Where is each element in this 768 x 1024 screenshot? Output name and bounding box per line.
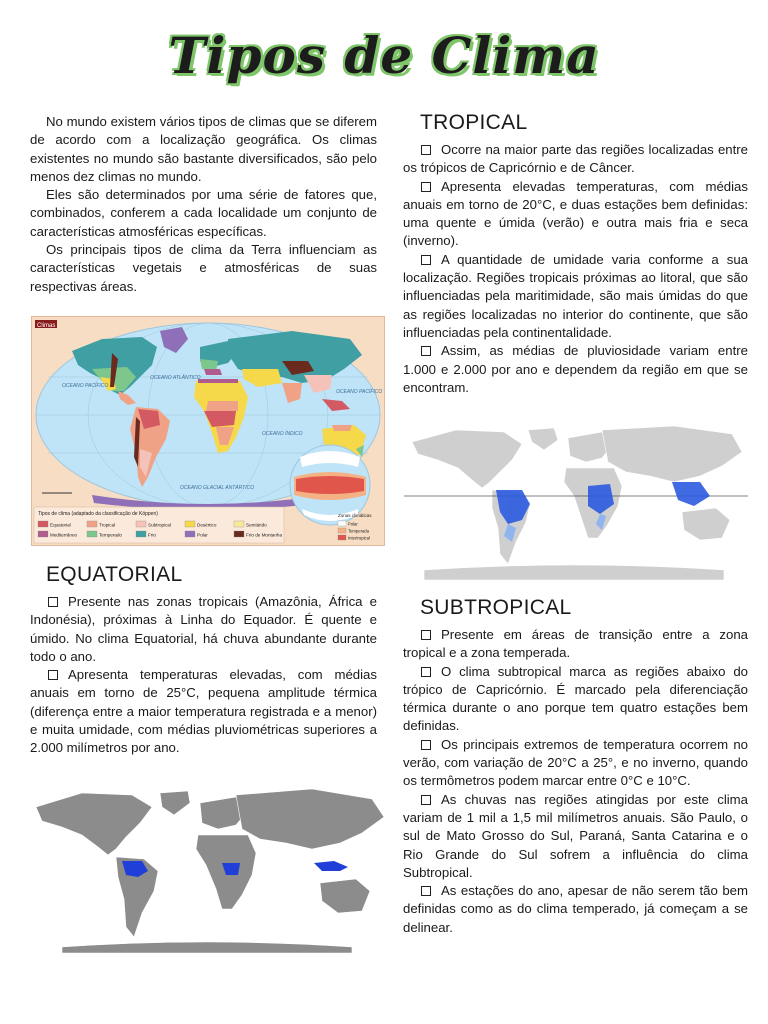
checkbox-bullet-icon bbox=[421, 667, 431, 677]
checkbox-bullet-icon bbox=[421, 255, 431, 265]
legend-label: Subtropical bbox=[148, 522, 171, 528]
subtropical-heading: SUBTROPICAL bbox=[420, 596, 572, 619]
legend-swatch bbox=[136, 521, 146, 527]
checkbox-bullet-icon bbox=[421, 795, 431, 805]
zone-swatch bbox=[338, 528, 346, 533]
checkbox-bullet-icon bbox=[421, 886, 431, 896]
equatorial-bullet: Presente nas zonas tropicais (Amazônia, África e Indonésia), próximas à Linha do Equador. É quente e úmido. No clima Equatorial, há chuva abundante durante todo o ano. bbox=[30, 594, 377, 664]
tropical-bullet: A quantidade de umidade varia conforme a sua localização. Regiões tropicais próximas ao litoral, que são influenciadas pela maritimidade, são mais úmidas do que as regiões localizadas no interior do continente, que são influenciadas pela continentalidade. bbox=[403, 251, 748, 340]
legend-title: Tipos de clima (adaptado da classificação de Köppen) bbox=[38, 511, 158, 517]
legend-swatch bbox=[185, 531, 195, 537]
equatorial-bullet: Apresenta temperaturas elevadas, com médias anuais em torno de 25°C, pequena amplitude térmica (diferença entre a maior temperatura registrada e a menor) e muita umidade, com médias pluviométricas superiores a 2.000 milímetros por ano. bbox=[30, 667, 377, 756]
zone-label: Polar bbox=[348, 521, 358, 527]
tropical-text bbox=[403, 141, 748, 397]
map-header: Climas bbox=[37, 323, 56, 329]
checkbox-bullet-icon bbox=[48, 597, 58, 607]
legend-label: Desértico bbox=[197, 522, 217, 528]
subtropical-bullet: Presente em áreas de transição entre a zona tropical e a zona temperada. bbox=[403, 627, 748, 661]
legend-swatch bbox=[38, 531, 48, 537]
legend-swatch bbox=[136, 531, 146, 537]
subtropical-bullet: O clima subtropical marca as regiões abaixo do trópico de Capricórnio. É marcado pela diferenciação térmica durante o ano porque tem quatro estações bem definidas. bbox=[403, 663, 748, 734]
tropical-bullet: Ocorre na maior parte das regiões localizadas entre os trópicos de Capricórnio e de Câncer. bbox=[403, 142, 748, 176]
legend-label: Temperado bbox=[99, 532, 122, 538]
legend-label: Mediterrâneo bbox=[50, 532, 78, 538]
koppen-climate-map bbox=[31, 316, 385, 546]
legend-label: Polar bbox=[197, 532, 208, 538]
equatorial-heading: EQUATORIAL bbox=[46, 563, 183, 586]
intro-paragraph: Os principais tipos de clima da Terra influenciam as características vegetais e atmosféricas de suas respectivas áreas. bbox=[30, 242, 377, 294]
equatorial-text bbox=[30, 593, 377, 758]
checkbox-bullet-icon bbox=[421, 630, 431, 640]
checkbox-bullet-icon bbox=[421, 346, 431, 356]
legend-swatch bbox=[87, 521, 97, 527]
legend-swatch bbox=[234, 531, 244, 537]
checkbox-bullet-icon bbox=[48, 670, 58, 680]
tropical-bullet: Assim, as médias de pluviosidade variam entre 1.000 e 2.000 por ano e dependem da região em que se encontram. bbox=[403, 343, 748, 395]
ocean-label: OCEANO PACÍFICO bbox=[62, 383, 109, 389]
zone-label: Intertropical bbox=[348, 535, 370, 541]
intro-text bbox=[30, 113, 377, 296]
zones-title: Zonas climáticas bbox=[338, 513, 372, 518]
ocean-label: OCEANO GLACIAL ANTÁRTICO bbox=[180, 485, 255, 491]
subtropical-bullet: As estações do ano, apesar de não serem tão bem definidas como as do clima temperado, já começam a se delinear. bbox=[403, 883, 748, 935]
ocean-label: OCEANO PACÍFICO bbox=[336, 389, 383, 395]
ocean-label: OCEANO ÍNDICO bbox=[262, 431, 303, 437]
legend-label: Tropical bbox=[99, 522, 116, 528]
checkbox-bullet-icon bbox=[421, 182, 431, 192]
legend-swatch bbox=[87, 531, 97, 537]
intro-paragraph: Eles são determinados por uma série de fatores que, combinados, conferem a cada localidade um conjunto de características atmosféricas específicas. bbox=[30, 187, 377, 239]
checkbox-bullet-icon bbox=[421, 740, 431, 750]
legend-label: Equatorial bbox=[50, 522, 71, 528]
tropical-bullet: Apresenta elevadas temperaturas, com médias anuais em torno de 20°C, e duas estações bem definidas: uma quente e úmida (verão) e outra mais fria e seca (inverno). bbox=[403, 178, 748, 249]
subtropical-bullet: As chuvas nas regiões atingidas por este clima variam de 1 mil a 1,5 mil milímetros anuais. São Paulo, o sul de Mato Grosso do Sul, Paraná, Santa Catarina e o Rio Grande do Sul sofrem a influência do clima Subtropical. bbox=[403, 791, 748, 880]
legend-swatch bbox=[38, 521, 48, 527]
legend-label: Frio de Montanha bbox=[246, 532, 283, 538]
ocean-label: OCEANO ATLÂNTICO bbox=[150, 375, 201, 381]
legend-swatch bbox=[185, 521, 195, 527]
tropical-map bbox=[404, 424, 748, 580]
legend-label: Frio bbox=[148, 532, 156, 538]
equatorial-map bbox=[22, 787, 390, 953]
zone-label: Temperada bbox=[348, 528, 369, 534]
page-title: Tipos de Clima bbox=[168, 26, 600, 85]
subtropical-text bbox=[403, 626, 748, 937]
zone-swatch bbox=[338, 535, 346, 540]
checkbox-bullet-icon bbox=[421, 145, 431, 155]
legend-swatch bbox=[234, 521, 244, 527]
zone-swatch bbox=[338, 521, 346, 526]
subtropical-bullet: Os principais extremos de temperatura ocorrem no verão, com variação de 20°C a 25°, e no inverno, quando os termômetros podem marcar entre 0°C e 10°C. bbox=[403, 736, 748, 789]
intro-paragraph: No mundo existem vários tipos de climas que se diferem de acordo com a localização geográfica. Os climas existentes no mundo são bastante diversificados, são pelo menos dez climas no mundo. bbox=[30, 114, 377, 184]
legend-label: Semiárido bbox=[246, 522, 267, 528]
tropical-asia-highlight bbox=[672, 482, 710, 506]
tropical-heading: TROPICAL bbox=[420, 111, 528, 134]
indonesia-highlight bbox=[314, 861, 348, 871]
